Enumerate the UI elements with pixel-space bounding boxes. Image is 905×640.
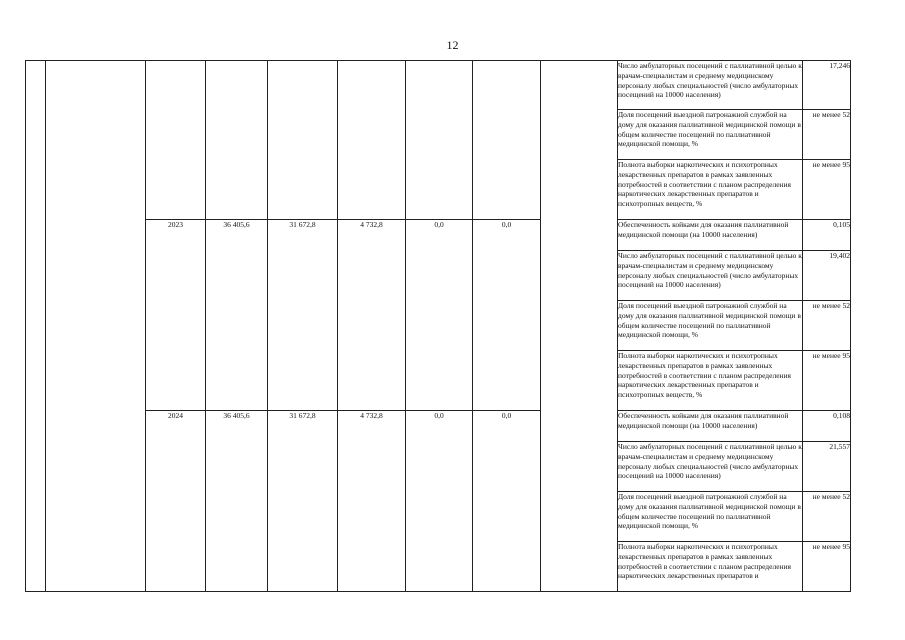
indicator-value: не менее 52 [803, 492, 851, 542]
indicator-cell: Доля посещений выездной патронажной службой на дому для оказания паллиативной медицинской помощи в общем количестве посещений по паллиативной медицинской помощи, % [618, 301, 803, 351]
funding-cell: 0,0 [406, 220, 473, 411]
indicator-value: 0,105 [803, 220, 851, 251]
indicator-cell: Обеспеченность койками для оказания паллиативной медицинской помощи (на 10000 населения) [618, 411, 803, 442]
indicator-cell: Обеспеченность койками для оказания паллиативной медицинской помощи (на 10000 населения) [618, 220, 803, 251]
indicator-value: не менее 95 [803, 542, 851, 592]
year-cell: 2024 [146, 411, 206, 592]
indicator-value: 0,108 [803, 411, 851, 442]
indicator-value: не менее 95 [803, 351, 851, 411]
total-cell: 36 405,6 [206, 220, 268, 411]
indicator-value: не менее 52 [803, 301, 851, 351]
table-row [26, 411, 851, 442]
funding-cell [406, 61, 473, 220]
funding-cell: 0,0 [473, 220, 541, 411]
funding-cell: 4 732,8 [338, 411, 406, 592]
funding-cell [338, 61, 406, 220]
funding-cell: 0,0 [473, 411, 541, 592]
indicator-value: 21,557 [803, 442, 851, 492]
indicator-cell: Число амбулаторных посещений с паллиативной целью к врачам-специалистам и среднему медицинскому персоналу любых специальностей (число амбулаторных посещений на 10000 населения) [618, 442, 803, 492]
total-cell: 36 405,6 [206, 411, 268, 592]
total-cell [206, 61, 268, 220]
year-cell: 2023 [146, 220, 206, 411]
program-table [25, 60, 851, 592]
indicator-cell: Число амбулаторных посещений с паллиативной целью к врачам-специалистам и среднему медицинскому персоналу любых специальностей (число амбулаторных посещений на 10000 населения) [618, 251, 803, 301]
indicator-value: 19,402 [803, 251, 851, 301]
indicator-cell: Число амбулаторных посещений с паллиативной целью к врачам-специалистам и среднему медицинскому персоналу любых специальностей (число амбулаторных посещений на 10000 населения) [618, 61, 803, 110]
table-cell-name [46, 61, 146, 592]
indicator-cell: Полнота выборки наркотических и психотропных лекарственных препаратов в рамках заявленных потребностей в соответствии с планом распределения наркотических лекарственных препаратов и психотропных веществ, % [618, 351, 803, 411]
table-row [26, 220, 851, 251]
indicator-cell: Доля посещений выездной патронажной службой на дому для оказания паллиативной медицинской помощи в общем количестве посещений по паллиативной медицинской помощи, % [618, 492, 803, 542]
indicator-value: 17,246 [803, 61, 851, 110]
indicator-cell: Полнота выборки наркотических и психотропных лекарственных препаратов в рамках заявленных потребностей в соответствии с планом распределения наркотических лекарственных препаратов и психотропных веществ, % [618, 160, 803, 220]
indicator-value: не менее 95 [803, 160, 851, 220]
funding-cell [268, 61, 338, 220]
page-number: 12 [446, 38, 459, 52]
indicator-value: не менее 52 [803, 110, 851, 160]
table-row [26, 61, 851, 110]
funding-cell: 0,0 [406, 411, 473, 592]
funding-cell: 31 672,8 [268, 411, 338, 592]
table-cell-number [26, 61, 46, 592]
indicator-cell: Полнота выборки наркотических и психотропных лекарственных препаратов в рамках заявленных потребностей в соответствии с планом распределения наркотических лекарственных препаратов и [618, 542, 803, 592]
funding-cell: 4 732,8 [338, 220, 406, 411]
table-cell-empty [541, 61, 618, 592]
funding-cell: 31 672,8 [268, 220, 338, 411]
indicator-cell: Доля посещений выездной патронажной службой на дому для оказания паллиативной медицинской помощи в общем количестве посещений по паллиативной медицинской помощи, % [618, 110, 803, 160]
year-cell [146, 61, 206, 220]
funding-cell [473, 61, 541, 220]
